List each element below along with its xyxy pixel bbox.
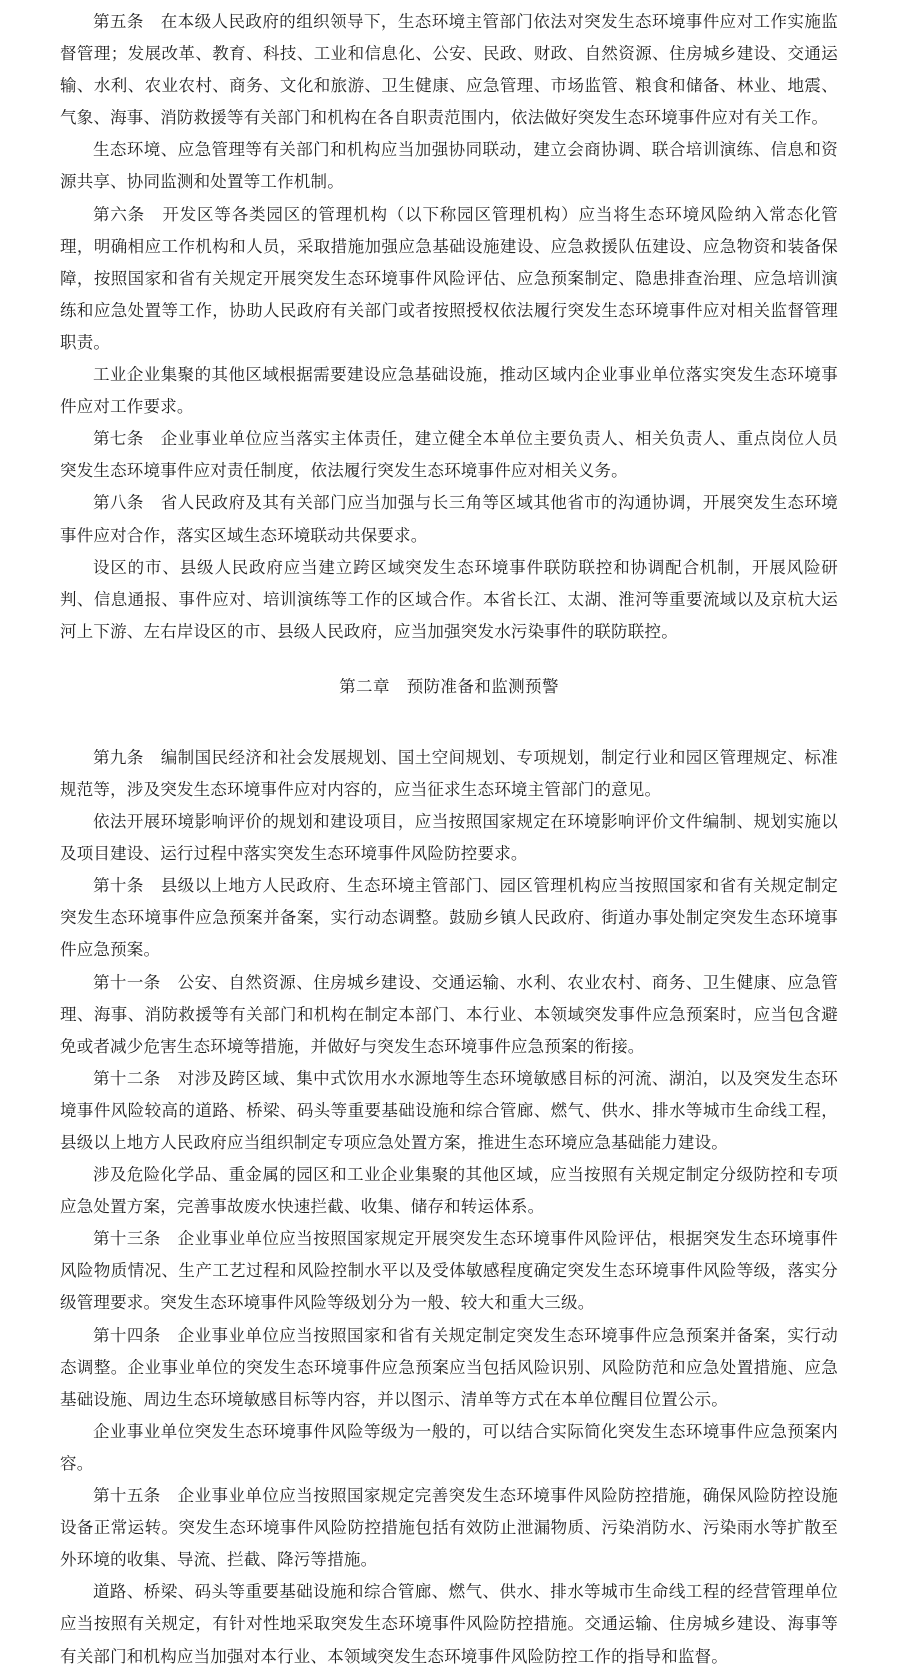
article-15-paragraph: 第十五条 企业事业单位应当按照国家规定完善突发生态环境事件风险防控措施，确保风险防控设施设备正常运转。突发生态环境事件风险防控措施包括有效防止泄漏物质、污染消防水、污染雨水等扩散至外环境的收集、导流、拦截、降污等措施。 [60, 1486, 838, 1570]
article-5-paragraph: 第五条 在本级人民政府的组织领导下，生态环境主管部门依法对突发生态环境事件应对工作实施监督管理；发展改革、教育、科技、工业和信息化、公安、民政、财政、自然资源、住房城乡建设、交通运输、水利、农业农村、商务、文化和旅游、卫生健康、应急管理、市场监管、粮食和储备、林业、地震、气象、海事、消防救援等有关部门和机构在各自职责范围内，依法做好突发生态环境事件应对有关工作。 [60, 12, 838, 128]
article-8-paragraph: 第八条 省人民政府及其有关部门应当加强与长三角等区域其他省市的沟通协调，开展突发生态环境事件应对合作，落实区域生态环境联动共保要求。 [60, 493, 838, 545]
article-7-paragraph: 第七条 企业事业单位应当落实主体责任，建立健全本单位主要负责人、相关负责人、重点岗位人员突发生态环境事件应对责任制度，依法履行突发生态环境事件应对相关义务。 [60, 429, 838, 481]
article-11-paragraph: 第十一条 公安、自然资源、住房城乡建设、交通运输、水利、农业农村、商务、卫生健康、应急管理、海事、消防救援等有关部门和机构在制定本部门、本行业、本领域突发事件应急预案时，应当包含避免或者减少危害生态环境等措施，并做好与突发生态环境事件应急预案的衔接。 [60, 972, 838, 1056]
article-12-paragraph-2: 涉及危险化学品、重金属的园区和工业企业集聚的其他区域，应当按照有关规定制定分级防控和专项应急处置方案，完善事故废水快速拦截、收集、储存和转运体系。 [60, 1165, 838, 1217]
article-12-paragraph: 第十二条 对涉及跨区域、集中式饮用水水源地等生态环境敏感目标的河流、湖泊，以及突发生态环境事件风险较高的道路、桥梁、码头等重要基础设施和综合管廊、燃气、供水、排水等城市生命线工程，县级以上地方人民政府应当组织制定专项应急处置方案，推进生态环境应急基础能力建设。 [60, 1068, 838, 1152]
article-6-paragraph: 第六条 开发区等各类园区的管理机构（以下称园区管理机构）应当将生态环境风险纳入常态化管理，明确相应工作机构和人员，采取措施加强应急基础设施建设、应急救援队伍建设、应急物资和装备保障，按照国家和省有关规定开展突发生态环境事件风险评估、应急预案制定、隐患排查治理、应急培训演练和应急处置等工作，协助人民政府有关部门或者按照授权依法履行突发生态环境事件应对相关监督管理职责。 [60, 204, 838, 352]
section-before-chapter [60, 6, 838, 648]
article-8-paragraph-2: 设区的市、县级人民政府应当建立跨区域突发生态环境事件联防联控和协调配合机制，开展风险研判、信息通报、事件应对、培训演练等工作的区域合作。本省长江、太湖、淮河等重要流域以及京杭大运河上下游、左右岸设区的市、县级人民政府，应当加强突发水污染事件的联防联控。 [60, 557, 838, 641]
article-13-paragraph: 第十三条 企业事业单位应当按照国家规定开展突发生态环境事件风险评估，根据突发生态环境事件风险物质情况、生产工艺过程和风险控制水平以及受体敏感程度确定突发生态环境事件风险等级，落实分级管理要求。突发生态环境事件风险等级划分为一般、较大和重大三级。 [60, 1229, 838, 1313]
article-14-paragraph: 第十四条 企业事业单位应当按照国家和省有关规定制定突发生态环境事件应急预案并备案，实行动态调整。企业事业单位的突发生态环境事件应急预案应当包括风险识别、风险防范和应急处置措施、应急基础设施、周边生态环境敏感目标等内容，并以图示、清单等方式在本单位醒目位置公示。 [60, 1325, 838, 1409]
article-6-paragraph-2: 工业企业集聚的其他区域根据需要建设应急基础设施，推动区域内企业事业单位落实突发生态环境事件应对工作要求。 [60, 365, 838, 417]
article-14-paragraph-2: 企业事业单位突发生态环境事件风险等级为一般的，可以结合实际简化突发生态环境事件应急预案内容。 [60, 1421, 838, 1473]
article-5-paragraph-2: 生态环境、应急管理等有关部门和机构应当加强协同联动，建立会商协调、联合培训演练、信息和资源共享、协同监测和处置等工作机制。 [60, 140, 838, 192]
article-9-paragraph: 第九条 编制国民经济和社会发展规划、国土空间规划、专项规划，制定行业和园区管理规定、标准规范等，涉及突发生态环境事件应对内容的，应当征求生态环境主管部门的意见。 [60, 747, 838, 799]
article-10-paragraph: 第十条 县级以上地方人民政府、生态环境主管部门、园区管理机构应当按照国家和省有关规定制定突发生态环境事件应急预案并备案，实行动态调整。鼓励乡镇人民政府、街道办事处制定突发生态环境事件应急预案。 [60, 876, 838, 960]
article-15-paragraph-2: 道路、桥梁、码头等重要基础设施和综合管廊、燃气、供水、排水等城市生命线工程的经营管理单位应当按照有关规定，有针对性地采取突发生态环境事件风险防控措施。交通运输、住房城乡建设、海事等有关部门和机构应当加强对本行业、本领域突发生态环境事件风险防控工作的指导和监督。 [60, 1582, 838, 1666]
section-after-chapter [60, 742, 838, 1673]
chapter-heading: 第二章 预防准备和监测预警 [339, 676, 559, 696]
article-9-paragraph-2: 依法开展环境影响评价的规划和建设项目，应当按照国家规定在环境影响评价文件编制、规划实施以及项目建设、运行过程中落实突发生态环境事件风险防控要求。 [60, 812, 838, 864]
